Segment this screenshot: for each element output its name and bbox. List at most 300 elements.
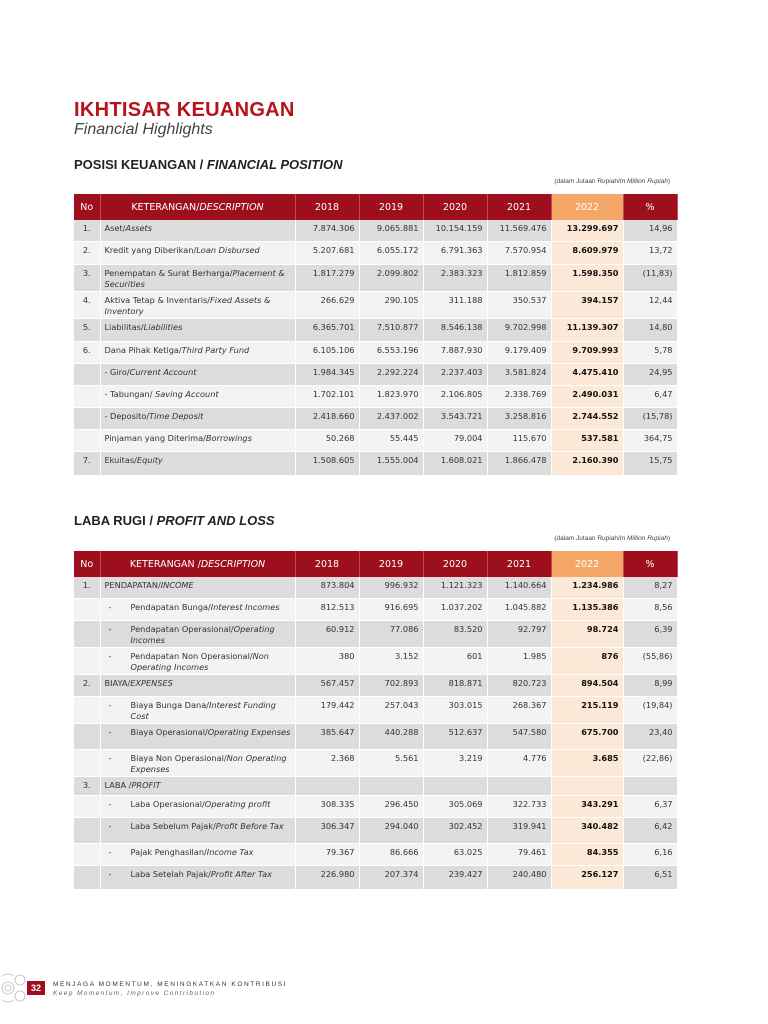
value-2021: 1.866.478 [487, 451, 551, 475]
value-2019: 1.823.970 [359, 385, 423, 407]
value-2021: 1.812.859 [487, 264, 551, 291]
page-title: IKHTISAR KEUANGAN [74, 99, 295, 121]
value-pct: 14,96 [623, 220, 677, 241]
row-number [74, 817, 100, 843]
row-description [100, 363, 295, 385]
value-2022: 9.709.993 [551, 341, 623, 363]
value-2022: 876 [551, 647, 623, 674]
unit-note-en: In Million Rupiah [619, 535, 668, 542]
value-pct: 23,40 [623, 723, 677, 749]
bullet-dash: - [108, 699, 112, 710]
value-2019: 77.086 [359, 620, 423, 647]
value-pct: (11,83) [623, 264, 677, 291]
value-2020: 83.520 [423, 620, 487, 647]
value-2019: 3.152 [359, 647, 423, 674]
value-2018: 873.804 [295, 577, 359, 598]
value-pct: 13,72 [623, 241, 677, 264]
value-2022: 11.139.307 [551, 318, 623, 341]
col-header-2022: 2022 [551, 551, 623, 577]
row-label-id: Biaya Operasional/ [130, 726, 208, 737]
row-description [100, 341, 295, 363]
col-header-pct: % [623, 551, 677, 577]
col-header-desc-en: DESCRIPTION [199, 201, 264, 213]
unit-note-close: ) [667, 535, 670, 542]
value-2020: 302.452 [423, 817, 487, 843]
value-2020 [423, 776, 487, 795]
value-2021: 268.367 [487, 696, 551, 723]
table-row [74, 620, 677, 647]
row-label-id: Biaya Non Operasional/ [130, 752, 227, 763]
value-2021: 9.702.998 [487, 318, 551, 341]
row-number [74, 407, 100, 429]
col-header-2022: 2022 [551, 194, 623, 220]
row-label-id: Laba Operasional/ [130, 798, 205, 809]
row-label-id: Pendapatan Non Operasional/ [130, 650, 253, 661]
value-2022: 8.609.979 [551, 241, 623, 264]
row-description [100, 407, 295, 429]
footer-tagline: MENJAGA MOMENTUM, MENINGKATKAN KONTRIBUSI [53, 981, 288, 988]
row-description [100, 429, 295, 451]
value-2022: 256.127 [551, 865, 623, 889]
row-number: 1. [74, 577, 100, 598]
row-number: 6. [74, 341, 100, 363]
row-label-id: Biaya Bunga Dana/ [130, 699, 209, 710]
row-description [100, 843, 295, 865]
row-number [74, 385, 100, 407]
row-number [74, 696, 100, 723]
value-2022: 2.490.031 [551, 385, 623, 407]
value-2022: 98.724 [551, 620, 623, 647]
row-number [74, 843, 100, 865]
row-number: 4. [74, 291, 100, 318]
value-2021: 9.179.409 [487, 341, 551, 363]
col-header-description [100, 194, 295, 220]
value-2018: 2.418.660 [295, 407, 359, 429]
row-description [100, 385, 295, 407]
value-2021: 820.723 [487, 674, 551, 696]
row-label-id: - Tabungan/ [104, 388, 156, 399]
row-description [100, 696, 295, 723]
bullet-dash: - [108, 726, 112, 737]
row-number [74, 865, 100, 889]
value-2020: 1.608.021 [423, 451, 487, 475]
value-2019: 290.105 [359, 291, 423, 318]
row-number [74, 795, 100, 817]
table-row [74, 577, 677, 598]
value-2021 [487, 776, 551, 795]
table-row [74, 318, 677, 341]
value-2021: 319.941 [487, 817, 551, 843]
row-number: 3. [74, 776, 100, 795]
value-2020: 305.069 [423, 795, 487, 817]
row-number: 5. [74, 318, 100, 341]
col-header-desc-id: KETERANGAN/ [131, 201, 200, 213]
table-row [74, 795, 677, 817]
row-label-id: Dana Pihak Ketiga/ [104, 344, 182, 355]
value-2021: 11.569.476 [487, 220, 551, 241]
value-2018: 380 [295, 647, 359, 674]
row-label-en: Equity [136, 454, 163, 465]
col-header-desc-en: DESCRIPTION [200, 558, 266, 570]
row-label-en: Operating profit [204, 798, 271, 809]
value-2022: 537.581 [551, 429, 623, 451]
table-row [74, 363, 677, 385]
row-description [100, 241, 295, 264]
row-number: 1. [74, 220, 100, 241]
value-2019: 2.292.224 [359, 363, 423, 385]
row-label-id: Ekuitas/ [104, 454, 137, 465]
value-2019: 257.043 [359, 696, 423, 723]
value-2020: 3.543.721 [423, 407, 487, 429]
row-label-en: INCOME [160, 580, 194, 590]
value-2021: 92.797 [487, 620, 551, 647]
row-number [74, 429, 100, 451]
table-row [74, 220, 677, 241]
table-row [74, 776, 677, 795]
profit-loss-title [74, 513, 275, 528]
row-label-id: Pinjaman yang Diterima/ [104, 432, 206, 443]
value-2022: 894.504 [551, 674, 623, 696]
value-2018: 179.442 [295, 696, 359, 723]
table-row [74, 674, 677, 696]
value-2022: 343.291 [551, 795, 623, 817]
value-pct: (19,84) [623, 696, 677, 723]
value-pct: 14,80 [623, 318, 677, 341]
value-pct: (22,86) [623, 749, 677, 776]
value-2022 [551, 776, 623, 795]
section-title-id: POSISI KEUANGAN / [74, 157, 207, 172]
value-2020: 1.121.323 [423, 577, 487, 598]
value-2020: 239.427 [423, 865, 487, 889]
row-description [100, 723, 295, 749]
row-description [100, 220, 295, 241]
value-2019: 702.893 [359, 674, 423, 696]
value-2019: 2.099.802 [359, 264, 423, 291]
row-label-en: Saving Account [155, 388, 219, 399]
row-label-en: PROFIT [131, 779, 161, 790]
value-2018 [295, 776, 359, 795]
row-description [100, 318, 295, 341]
col-header-2018: 2018 [295, 194, 359, 220]
row-label-en: Fixed Assets & Inventory [104, 294, 271, 316]
value-2020: 303.015 [423, 696, 487, 723]
unit-note-en: In Million Rupiah [619, 178, 668, 185]
value-2022: 675.700 [551, 723, 623, 749]
value-2018: 60.912 [295, 620, 359, 647]
row-label-id: Penempatan & Surat Berharga/ [104, 267, 233, 278]
row-label-id: Aktiva Tetap & Inventaris/ [104, 294, 211, 305]
value-2018: 266.629 [295, 291, 359, 318]
value-2020: 2.106.805 [423, 385, 487, 407]
table-row [74, 291, 677, 318]
value-2018: 1.817.279 [295, 264, 359, 291]
value-2019: 5.561 [359, 749, 423, 776]
value-2022: 2.160.390 [551, 451, 623, 475]
value-2019: 996.932 [359, 577, 423, 598]
row-description [100, 620, 295, 647]
table-row [74, 407, 677, 429]
value-2018: 812.513 [295, 598, 359, 620]
value-pct: 6,16 [623, 843, 677, 865]
value-2021: 1.045.882 [487, 598, 551, 620]
row-number: 7. [74, 451, 100, 475]
row-label-en: EXPENSES [130, 677, 173, 688]
table-header-row [74, 551, 677, 577]
row-description [100, 749, 295, 776]
bullet-dash: - [108, 650, 112, 661]
row-description [100, 291, 295, 318]
table-row [74, 723, 677, 749]
row-label-id: Pendapatan Operasional/ [130, 623, 234, 634]
value-2018: 5.207.681 [295, 241, 359, 264]
value-2020: 6.791.363 [423, 241, 487, 264]
value-pct: (55,86) [623, 647, 677, 674]
value-2022: 2.744.552 [551, 407, 623, 429]
col-header-pct: % [623, 194, 677, 220]
table-row [74, 341, 677, 363]
col-header-2018: 2018 [295, 551, 359, 577]
row-number [74, 647, 100, 674]
value-2019: 7.510.877 [359, 318, 423, 341]
value-2021: 1.985 [487, 647, 551, 674]
value-2019: 6.553.196 [359, 341, 423, 363]
value-2019 [359, 776, 423, 795]
value-2019: 440.288 [359, 723, 423, 749]
row-label-en: Third Party Fund [181, 344, 250, 355]
row-number: 3. [74, 264, 100, 291]
row-description [100, 577, 295, 598]
value-2019: 6.055.172 [359, 241, 423, 264]
row-number [74, 598, 100, 620]
value-2018: 226.980 [295, 865, 359, 889]
row-label-en: Interest Funding Cost [130, 699, 276, 721]
unit-note [440, 535, 670, 542]
row-label-en: Loan Disbursed [196, 244, 260, 255]
value-pct: 6,39 [623, 620, 677, 647]
section-title-en: FINANCIAL POSITION [206, 157, 343, 172]
value-pct: 6,37 [623, 795, 677, 817]
table-row [74, 647, 677, 674]
row-label-en: Placement & Securities [104, 267, 285, 289]
unit-note-id: (dalam Jutaan Rupiah/ [554, 178, 620, 185]
value-2020: 818.871 [423, 674, 487, 696]
col-header-no: No [74, 194, 100, 220]
row-description [100, 817, 295, 843]
value-2022: 1.234.986 [551, 577, 623, 598]
value-2018: 1.702.101 [295, 385, 359, 407]
value-pct: 364,75 [623, 429, 677, 451]
page-subtitle: Financial Highlights [74, 121, 213, 138]
value-2020: 63.025 [423, 843, 487, 865]
col-header-2021: 2021 [487, 194, 551, 220]
table-row [74, 749, 677, 776]
row-number [74, 363, 100, 385]
section-title-en: PROFIT AND LOSS [156, 513, 275, 528]
col-header-2019: 2019 [359, 551, 423, 577]
row-label-en: Profit Before Tax [215, 820, 284, 831]
value-pct: 24,95 [623, 363, 677, 385]
row-label-id: Pajak Penghasilan/ [130, 846, 207, 857]
value-2020: 601 [423, 647, 487, 674]
table-row [74, 429, 677, 451]
value-2018: 6.365.701 [295, 318, 359, 341]
table-row [74, 385, 677, 407]
row-description [100, 865, 295, 889]
table-row [74, 264, 677, 291]
value-pct: 6,51 [623, 865, 677, 889]
col-header-desc-id: KETERANGAN / [129, 558, 201, 570]
row-label-id: Aset/ [104, 223, 126, 233]
value-2021: 3.258.816 [487, 407, 551, 429]
value-2020: 2.237.403 [423, 363, 487, 385]
unit-note-id: (dalam Jutaan Rupiah/ [554, 535, 620, 542]
value-2019: 1.555.004 [359, 451, 423, 475]
value-2021: 7.570.954 [487, 241, 551, 264]
row-description [100, 598, 295, 620]
value-2020: 512.637 [423, 723, 487, 749]
table-row [74, 865, 677, 889]
value-pct [623, 776, 677, 795]
bullet-dash: - [108, 623, 112, 634]
value-2020: 7.887.930 [423, 341, 487, 363]
value-2018: 79.367 [295, 843, 359, 865]
row-label-id: - Giro/ [104, 366, 130, 377]
bullet-dash: - [108, 798, 112, 809]
row-label-id: Laba Setelah Pajak/ [130, 868, 211, 879]
value-2018: 1.508.605 [295, 451, 359, 475]
row-label-id: BIAYA/ [104, 677, 131, 688]
row-description [100, 776, 295, 795]
value-2018: 7.874.306 [295, 220, 359, 241]
row-label-id: Liabilitas/ [104, 321, 144, 332]
value-2020: 79.004 [423, 429, 487, 451]
bullet-dash: - [108, 846, 112, 857]
value-2021: 547.580 [487, 723, 551, 749]
value-pct: 8,99 [623, 674, 677, 696]
value-2022: 84.355 [551, 843, 623, 865]
value-2022: 3.685 [551, 749, 623, 776]
row-number: 2. [74, 674, 100, 696]
value-2019: 294.040 [359, 817, 423, 843]
value-2022: 1.598.350 [551, 264, 623, 291]
value-2018: 50.268 [295, 429, 359, 451]
row-label-en: Profit After Tax [210, 868, 272, 879]
page-number: 32 [27, 981, 45, 995]
bullet-dash: - [108, 868, 112, 879]
financial-position-table [74, 194, 678, 476]
value-2020: 8.546.138 [423, 318, 487, 341]
row-label-id: Pendapatan Bunga/ [130, 601, 211, 612]
value-2022: 1.135.386 [551, 598, 623, 620]
row-number [74, 723, 100, 749]
value-2021: 115.670 [487, 429, 551, 451]
value-2021: 79.461 [487, 843, 551, 865]
value-2018: 385.647 [295, 723, 359, 749]
value-pct: (15,78) [623, 407, 677, 429]
value-pct: 15,75 [623, 451, 677, 475]
value-2018: 308.335 [295, 795, 359, 817]
row-description [100, 795, 295, 817]
row-label-id: - Deposito/ [104, 410, 150, 421]
value-2018: 567.457 [295, 674, 359, 696]
value-2019: 916.695 [359, 598, 423, 620]
col-header-2020: 2020 [423, 551, 487, 577]
value-2019: 9.065.881 [359, 220, 423, 241]
row-label-en: Non Operating Expenses [130, 752, 287, 774]
footer-tagline-en: Keep Momentum, Improve Contribution [53, 990, 216, 997]
row-description [100, 264, 295, 291]
value-2021: 4.776 [487, 749, 551, 776]
value-2021: 3.581.824 [487, 363, 551, 385]
value-2019: 207.374 [359, 865, 423, 889]
value-2020: 10.154.159 [423, 220, 487, 241]
value-pct: 8,56 [623, 598, 677, 620]
value-2020: 1.037.202 [423, 598, 487, 620]
value-2019: 55.445 [359, 429, 423, 451]
col-header-2020: 2020 [423, 194, 487, 220]
row-label-en: Borrowings [205, 432, 252, 443]
table-header-row [74, 194, 677, 220]
value-2022: 13.299.697 [551, 220, 623, 241]
value-2019: 2.437.002 [359, 407, 423, 429]
row-label-en: Non Operating Incomes [130, 650, 269, 672]
row-label-id: Laba Sebelum Pajak/ [130, 820, 216, 831]
row-label-en: Interest Incomes [210, 601, 280, 612]
value-pct: 6,47 [623, 385, 677, 407]
value-2021: 322.733 [487, 795, 551, 817]
row-label-en: Income Tax [206, 846, 254, 857]
row-description [100, 647, 295, 674]
table-row [74, 696, 677, 723]
row-description [100, 674, 295, 696]
row-label-en: Operating Expenses [207, 726, 291, 737]
table-row [74, 241, 677, 264]
row-number [74, 749, 100, 776]
row-label-id: PENDAPATAN/ [104, 580, 161, 590]
value-2018: 6.105.106 [295, 341, 359, 363]
col-header-no: No [74, 551, 100, 577]
value-2021: 350.537 [487, 291, 551, 318]
table-row [74, 598, 677, 620]
table-row [74, 451, 677, 475]
bullet-dash: - [108, 601, 112, 612]
row-label-en: Time Deposit [149, 410, 204, 421]
row-label-en: Current Account [129, 366, 197, 377]
value-2019: 86.666 [359, 843, 423, 865]
unit-note [440, 178, 670, 185]
bullet-dash: - [108, 752, 112, 763]
section-title-id: LABA RUGI / [74, 513, 157, 528]
row-description [100, 451, 295, 475]
value-2020: 3.219 [423, 749, 487, 776]
value-pct: 12,44 [623, 291, 677, 318]
table-row [74, 843, 677, 865]
col-header-2021: 2021 [487, 551, 551, 577]
value-2019: 296.450 [359, 795, 423, 817]
row-number [74, 620, 100, 647]
row-label-id: LABA / [104, 779, 132, 790]
value-pct: 6,42 [623, 817, 677, 843]
value-2021: 2.338.769 [487, 385, 551, 407]
profit-loss-table [74, 551, 678, 890]
value-2020: 311.188 [423, 291, 487, 318]
row-number: 2. [74, 241, 100, 264]
value-2022: 215.119 [551, 696, 623, 723]
unit-note-close: ) [667, 178, 670, 185]
value-pct: 5,78 [623, 341, 677, 363]
row-label-en: Liabilities [143, 321, 183, 332]
value-2022: 394.157 [551, 291, 623, 318]
